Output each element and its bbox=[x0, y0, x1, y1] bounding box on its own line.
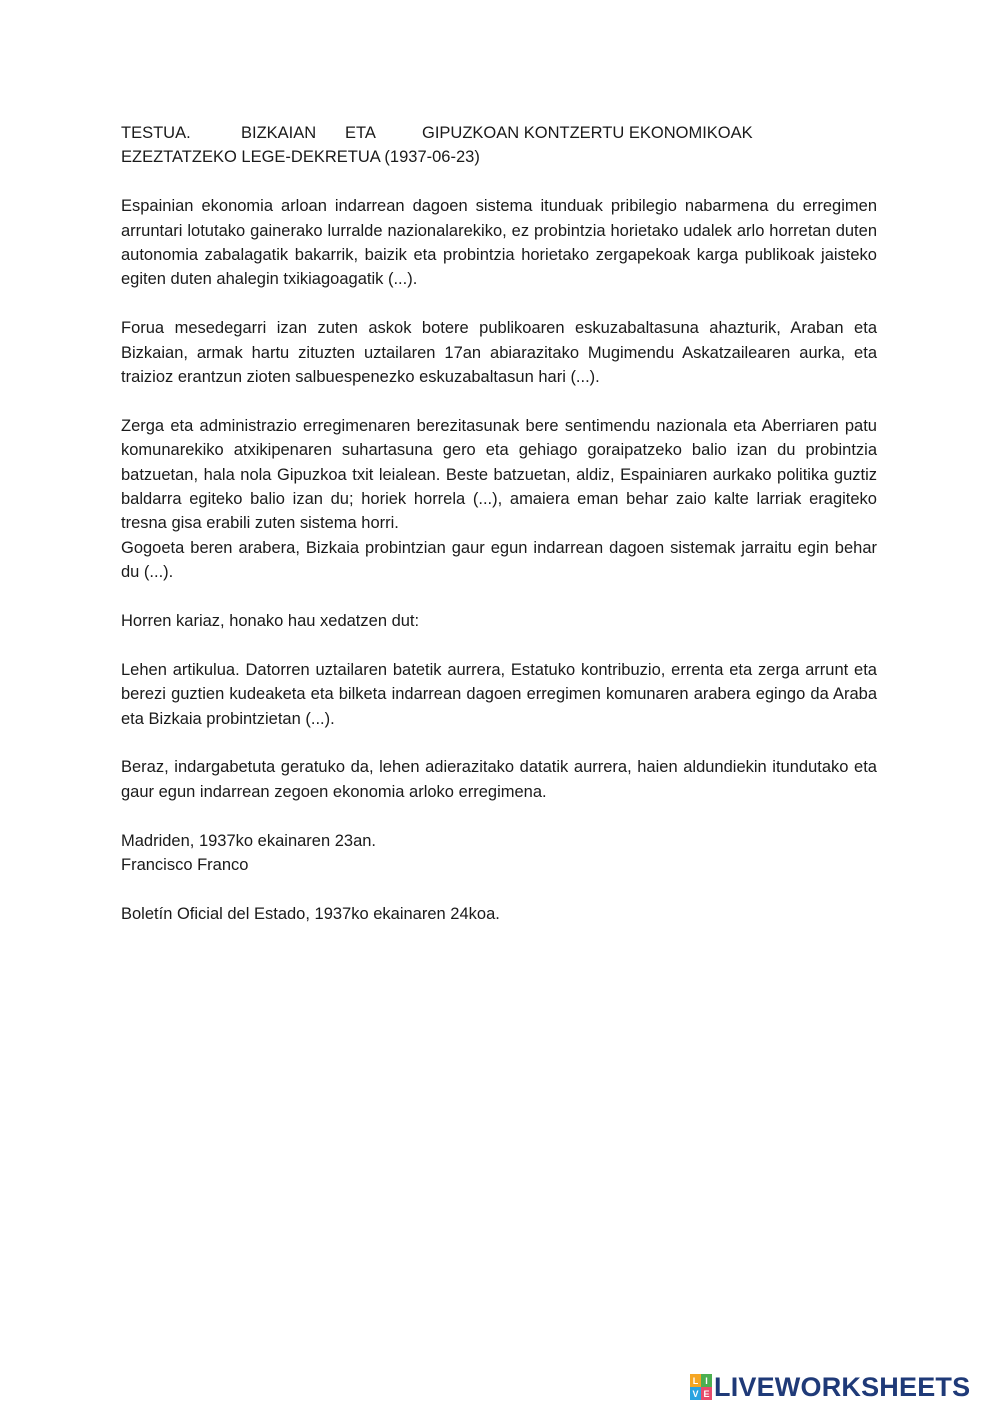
badge-letter: I bbox=[701, 1374, 712, 1387]
paragraph: Horren kariaz, honako hau xedatzen dut: bbox=[121, 612, 420, 631]
title-line-2: EZEZTATZEKO LEGE-DEKRETUA (1937-06-23) bbox=[121, 148, 480, 167]
live-badge-icon bbox=[690, 1374, 712, 1400]
signature-place-date: Madriden, 1937ko ekainaren 23an. bbox=[121, 831, 377, 850]
paragraph: Zerga eta administrazio erregimenaren berezitasunak bere sentimendu nazionala eta Aberriaren patu komunarekiko atxikipenaren suhartasuna gero eta gehiago goraipatzeko balio izan du probintzia batzuetan, hala nola Gipuzkoa txit leialean. Beste batzuetan, aldiz, Espainiaren aurkako politika guztiz baldarra egiteko balio izan du; horiek horrela (...), amaiera eman behar zaio kalte larriak eragiteko tresna gisa erabili zuten sistema horri. bbox=[121, 416, 877, 533]
paragraph: Gogoeta beren arabera, Bizkaia probintzian gaur egun indarrean dagoen sistemak jarraitu egin behar du (...). bbox=[121, 538, 877, 582]
logo-text: LIVEWORKSHEETS bbox=[714, 1371, 971, 1402]
paragraph: Espainian ekonomia arloan indarrean dagoen sistema itunduak pribilegio nabarmena du erregimen arruntari lotutako gainerako lurralde nazionalarekiko, ez probintzia horietako udalek arlo horretan duten autonomia zabalagatik bakarrik, baizik eta probintzia horietako zergapekoak karga publikoak jaisteko egiten duten ahalegin txikiagoagatik (...). bbox=[121, 197, 877, 289]
paragraph: Lehen artikulua. Datorren uztailaren batetik aurrera, Estatuko kontribuzio, errenta eta zerga arrunt eta berezi guztien kudeaketa eta bilketa indarrean dagoen erregimen komunaren arabera egingo da Araba eta Bizkaia probintzietan (...). bbox=[121, 660, 877, 728]
paragraph: Beraz, indargabetuta geratuko da, lehen adierazitako datatik aurrera, haien aldundiekin itundutako eta gaur egun indarrean zegoen ekonomia arloko erregimena. bbox=[121, 758, 877, 801]
liveworksheets-logo bbox=[690, 1372, 970, 1402]
source-citation: Boletín Oficial del Estado, 1937ko ekainaren 24koa. bbox=[121, 904, 500, 923]
title-line-1: TESTUA. BIZKAIAN ETA GIPUZKOAN KONTZERTU EKONOMIKOAK bbox=[121, 124, 753, 142]
document-body bbox=[121, 121, 877, 926]
document-title bbox=[121, 121, 877, 170]
signature-block bbox=[121, 829, 877, 878]
badge-letter: V bbox=[690, 1387, 701, 1400]
badge-letter: L bbox=[690, 1374, 701, 1387]
paragraph: Forua mesedegarri izan zuten askok botere publikoaren eskuzabaltasuna ahazturik, Araban eta Bizkaian, armak hartu zituzten uztailaren 17an abiarazitako Mugimendu Askatzailearen aurka, eta traizioz erantzun zioten salbuespenezko eskuzabaltasun hari (...). bbox=[121, 319, 877, 387]
badge-letter: E bbox=[701, 1387, 712, 1400]
signature-name: Francisco Franco bbox=[121, 856, 249, 875]
